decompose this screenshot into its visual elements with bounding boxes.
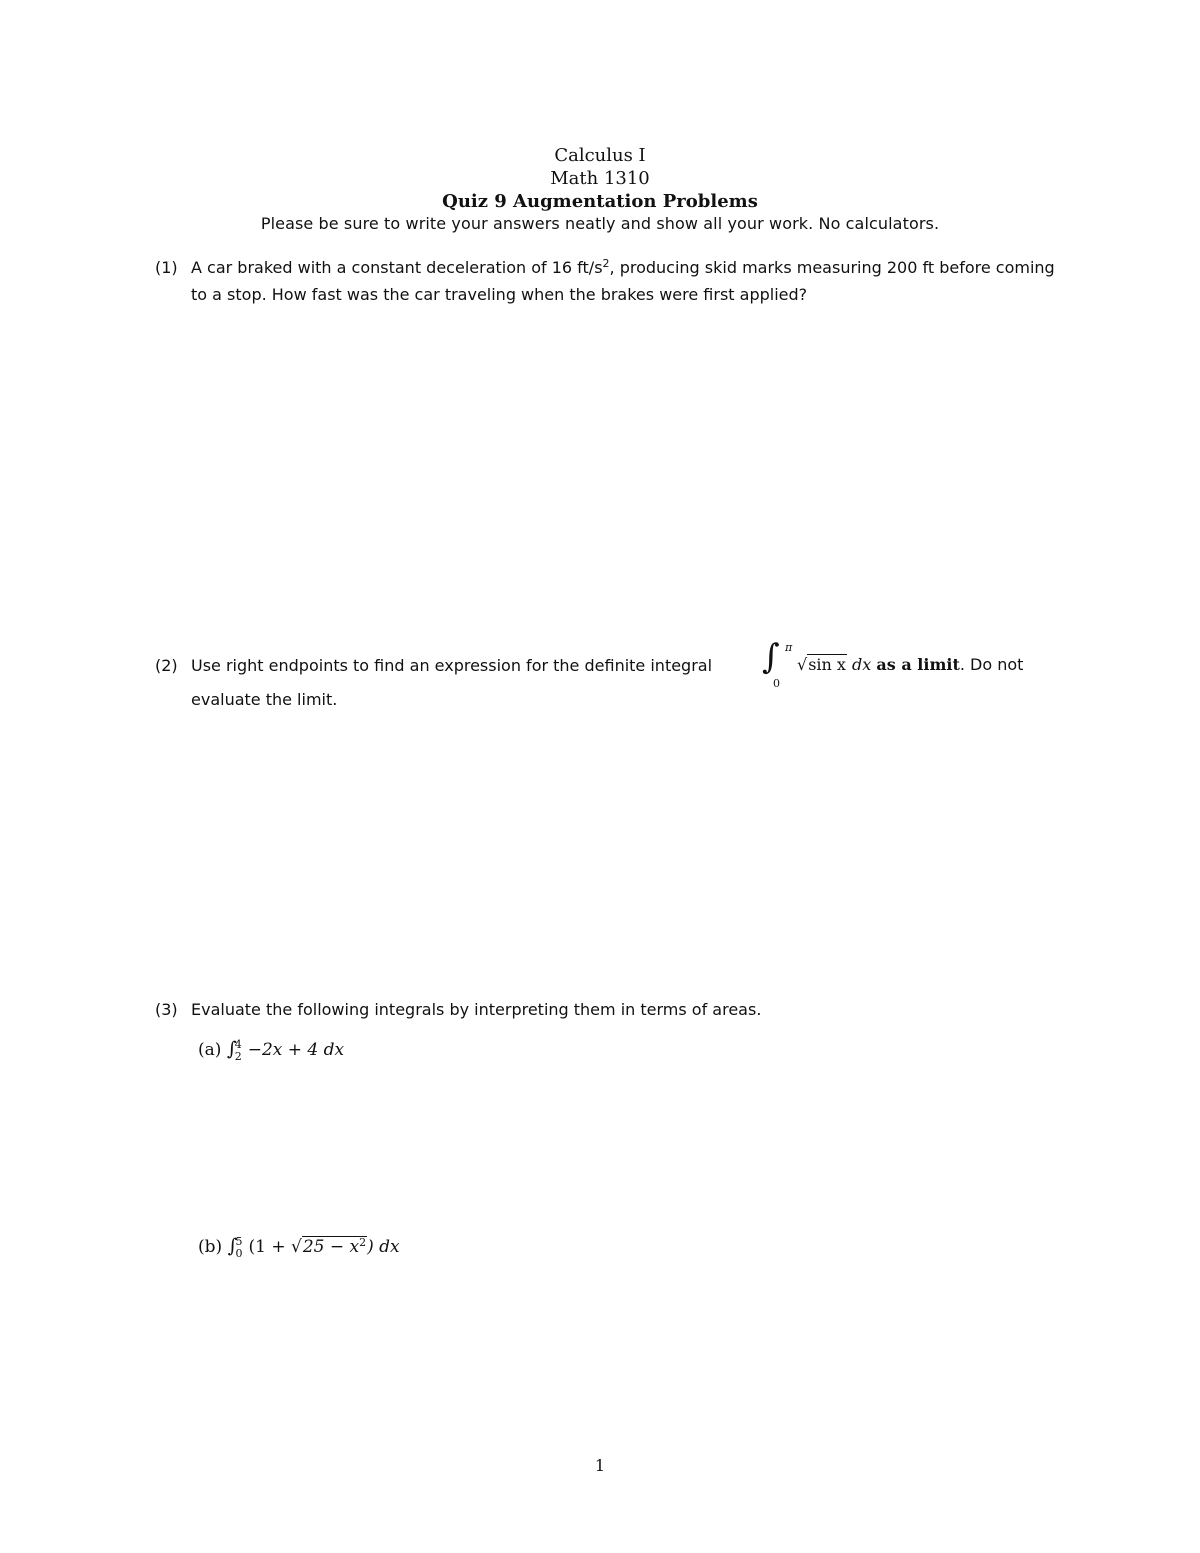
quiz-title: Quiz 9 Augmentation Problems	[442, 191, 758, 212]
integral-sign: ∫	[762, 637, 780, 677]
integrand-expression	[797, 655, 1023, 674]
problem-text-part: Use right endpoints to find an expression for the definite integral	[191, 656, 713, 675]
emphasis-text: as a limit	[876, 655, 960, 674]
part-label: (a)	[198, 1040, 222, 1060]
radicand: 25 − x	[302, 1237, 360, 1257]
integrand-expression: −2x + 4 dx	[247, 1040, 345, 1060]
integral-upper-limit: π	[785, 641, 793, 654]
problem-number: (2)	[155, 656, 178, 675]
integral-lower-limit: 0	[773, 677, 780, 690]
integral-sign: ∫	[226, 1038, 237, 1060]
part-label: (b)	[198, 1237, 223, 1257]
document-header	[0, 144, 1200, 213]
problem-text	[191, 254, 1065, 308]
integral-limits	[235, 1236, 242, 1260]
upper-limit: 5	[235, 1234, 243, 1248]
problem-number: (1)	[155, 258, 178, 277]
problem-text-part: A car braked with a constant deceleration of 16 ft/s	[191, 258, 603, 277]
problem-3b	[198, 1235, 400, 1260]
square-root: $√25 - x^2$	[290, 1236, 367, 1257]
superscript: 2	[602, 257, 610, 270]
integrand: sin x	[808, 655, 846, 674]
expression-part: ) dx	[367, 1237, 400, 1257]
course-number: Math 1310	[550, 168, 650, 189]
problem-text-part: . Do not	[959, 655, 1024, 674]
lower-limit: 2	[234, 1049, 242, 1063]
problem-number: (3)	[155, 1000, 178, 1019]
instructions: Please be sure to write your answers neatly and show all your work. No calculators.	[260, 214, 940, 233]
differential: dx	[852, 655, 872, 674]
problem-text-part: , producing skid marks measuring 200 ft before coming to a stop. How fast was the car traveling when the brakes were first applied?	[191, 258, 1055, 304]
expression-part: (1 +	[248, 1237, 291, 1257]
course-name: Calculus I	[554, 145, 646, 166]
problem-1	[155, 254, 1065, 308]
problem-text-continuation: evaluate the limit.	[191, 690, 338, 709]
lower-limit: 0	[235, 1246, 243, 1260]
integral-sign: ∫	[227, 1235, 238, 1257]
problem-3	[155, 996, 1065, 1023]
problem-3a	[198, 1038, 344, 1063]
problem-text: Evaluate the following integrals by interpreting them in terms of areas.	[191, 1000, 762, 1019]
upper-limit: 4	[234, 1037, 242, 1051]
page-number: 1	[594, 1456, 606, 1475]
superscript: 2	[359, 1236, 367, 1249]
integral-limits	[235, 1039, 242, 1063]
square-root: √sin x	[797, 655, 846, 674]
